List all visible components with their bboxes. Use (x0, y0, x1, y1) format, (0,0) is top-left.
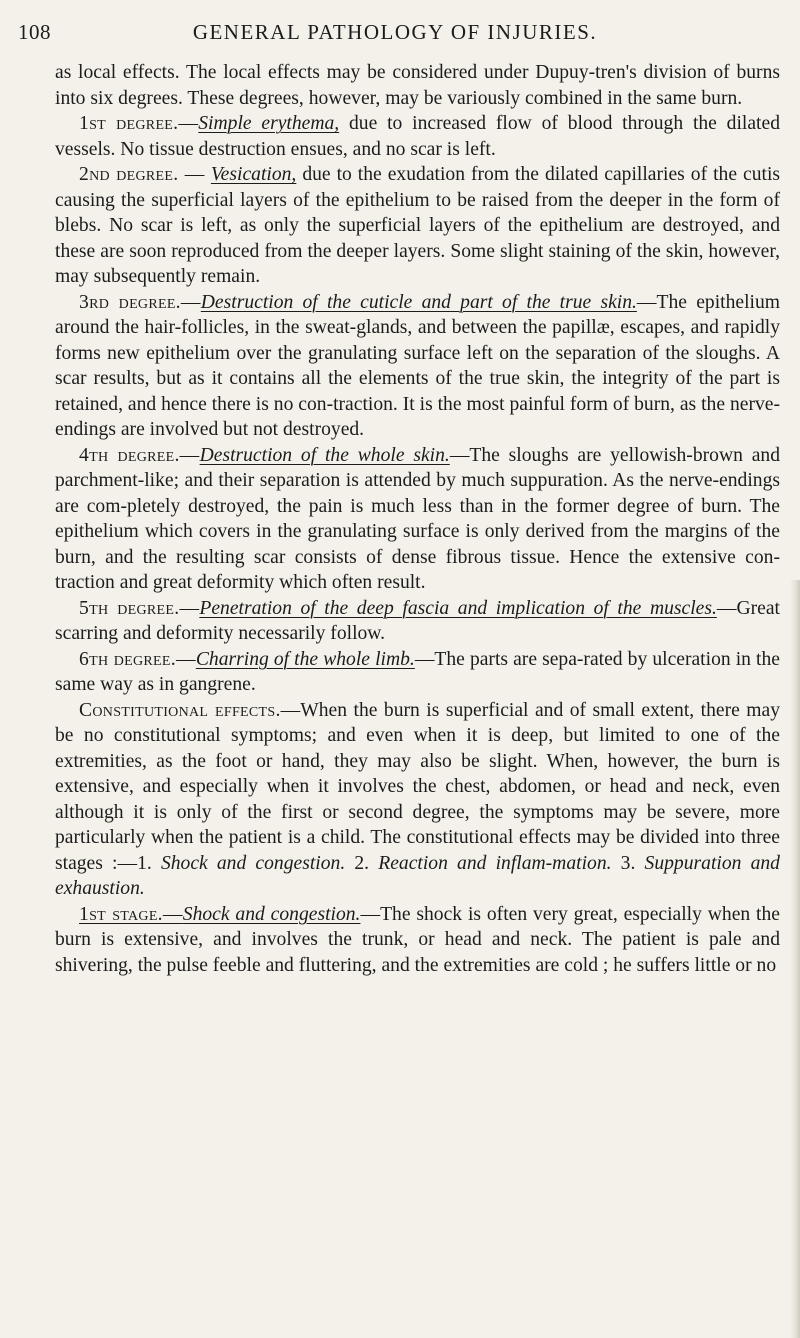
second-degree-text: due to the exudation from the dilated capillaries of the cutis causing the superficial layers of the epithelium to be raised from the deeper in the form of blebs. No scar is left, as only the superficial layers of the epithelium are destroyed, and these are soon reproduced from the deeper layers. Some slight staining of the skin, however, may subsequently remain. (55, 164, 781, 287)
sixth-degree-text: —The parts are sepa-rated by ulceration in the same way as in gangrene. (55, 648, 780, 695)
constitutional-stage-3: Suppuration and exhaustion. (55, 852, 780, 899)
fifth-degree-paragraph (55, 596, 780, 647)
fifth-degree-label: 5th degree.— (79, 597, 200, 619)
page-header (18, 20, 772, 50)
fourth-degree-title: Destruction of the whole skin. (199, 444, 450, 466)
intro-paragraph: as local effects. The local effects may be considered under Dupuy-tren's division of burns into six degrees. These degrees, however, may be variously combined in the same burn. (55, 62, 780, 109)
first-degree-label: 1st degree.— (79, 113, 199, 134)
constitutional-sep-2: 2. (345, 852, 379, 874)
constitutional-sep-3: 3. (611, 852, 645, 874)
third-degree-text: —The epithelium around the hair-follicles, in the sweat-glands, and between the papillæ, escapes, and rapidly forms new epithelium over the granulating surface left on the separation of the sloughs. A scar results, but as it contains all the elements of the true skin, the integrity of the part is retained, and hence there is no con-traction. It is the most painful form of burn, as the nerve-endings are involved but not destroyed. (55, 291, 780, 440)
fourth-degree-text: —The sloughs are yellowish-brown and parchment-like; and their separation is attended by much suppuration. As the nerve-endings are com-pletely destroyed, the pain is much less than in the former degree of burn. The epithelium which covers in the granulating surface is only derived from the margins of the burn, and the resulting scar consists of dense fibrous tissue. Hence the extensive con-traction and great deformity which often result. (55, 444, 780, 593)
fourth-degree-paragraph (55, 443, 780, 596)
sixth-degree-paragraph (55, 647, 780, 698)
constitutional-stage-2: Reaction and inflam-mation. (378, 852, 612, 874)
third-degree-title: Destruction of the cuticle and part of the true skin. (200, 291, 637, 313)
first-degree-paragraph (55, 111, 780, 162)
fifth-degree-text: —Great scarring and deformity necessarily follow. (55, 597, 780, 644)
stage-one-title: Shock and congestion. (182, 903, 361, 925)
stage-one-paragraph (55, 902, 780, 979)
fifth-degree-title: Penetration of the deep fascia and implication of the muscles. (199, 597, 717, 619)
sixth-degree-label: 6th degree.— (79, 648, 196, 670)
fourth-degree-label: 4th degree.— (79, 444, 200, 466)
third-degree-label: 3rd degree.— (79, 291, 201, 313)
constitutional-text: —When the burn is superficial and of small extent, there may be no constitutional symptoms; and even when it is deep, but limited to one of the extremities, as the foot or hand, they may also be slight. When, however, the burn is extensive, and especially when it involves the chest, abdomen, or head and neck, even although it is only of the first or second degree, the symptoms may be severe, more particularly when the patient is a child. The constitutional effects may be divided into three stages :—1. (55, 699, 780, 874)
constitutional-stage-1: Shock and congestion. (160, 852, 346, 874)
first-degree-text: due to increased flow of blood through the dilated vessels. No tissue destruction ensues, and no scar is left. (55, 113, 780, 160)
page-edge-shadow (790, 580, 800, 1338)
page-number: 108 (18, 20, 51, 44)
running-title: GENERAL PATHOLOGY OF INJURIES. (192, 20, 598, 44)
sixth-degree-title: Charring of the whole limb. (195, 648, 415, 670)
page-body (55, 60, 780, 978)
stage-one-text: —The shock is often very great, especially when the burn is extensive, and involves the trunk, or head and neck. The patient is pale and shivering, the pulse feeble and fluttering, and the extremities are cold ; he suffers little or no (55, 903, 780, 976)
second-degree-title: Vesication, (210, 164, 297, 185)
second-degree-label: 2nd degree. — (79, 164, 211, 185)
constitutional-paragraph (55, 698, 780, 902)
third-degree-paragraph (55, 290, 780, 443)
first-degree-title: Simple erythema, (198, 113, 340, 134)
second-degree-paragraph (55, 162, 780, 290)
constitutional-label: Constitutional effects. (79, 699, 281, 721)
stage-one-label: 1st stage.— (79, 903, 183, 925)
